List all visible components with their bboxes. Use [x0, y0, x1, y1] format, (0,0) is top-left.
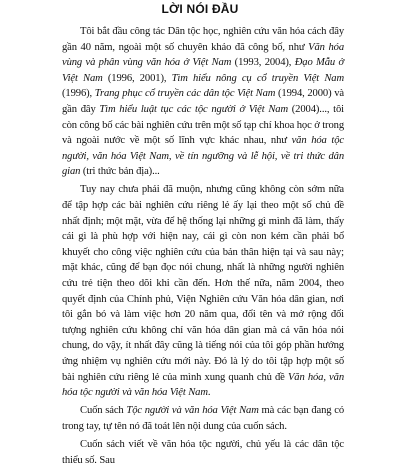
- italic-title-run: Tìm hiểu nông cụ cổ truyền Việt Nam: [171, 72, 345, 84]
- page-title: LỜI NÓI ĐẦU: [161, 2, 239, 16]
- paragraph-3: [62, 403, 344, 434]
- text-run: Tuy nay chưa phải đã muộn, nhưng cũng không còn sớm nữa để tập hợp các bài nghiên cứu riêng lẻ ấy lại theo một số chủ đề nhất định; một mặt, vừa để hệ thống lại những gì mình đã làm, thấy cái gì là phù hợp với hiện nay, cái gì còn non kém cần phải bổ khuyết cho công việc nghiên cứu của bản thân hiện tại và sau này; mặt khác, cũng để bạn đọc nói chung, nhất là những người nghiên cứu trẻ tiện theo dõi khi cần đến. Hơn thế nữa, năm 2004, theo quyết định của Chính phủ, Viện Nghiên cứu Văn hóa dân gian, nơi tôi gắn bó và làm việc hơn 20 năm qua, đổi tên và mở rộng đối tượng nghiên cứu không chỉ văn hóa dân gian mà cả văn hóa nói chung, do vậy, ít nhất đây cũng là tiếng nói của tôi góp phần hướng ứng nhiệm vụ nghiên cứu mới này. Đó là lý do tôi tập hợp một số bài nghiên cứu riêng lẻ của mình xung quanh chủ đề: [62, 184, 344, 383]
- text-run: mà các bạn đang có trong tay, tự tên nó đã toát lên nội dung của cuốn sách.: [62, 405, 344, 432]
- text-run: (1993, 2004),: [231, 57, 295, 69]
- italic-title-run: Tìm hiểu luật tục các tộc người ở Việt Nam: [99, 103, 288, 115]
- italic-title-run: Văn hóa, văn hóa tộc người và văn hóa Việt Nam: [62, 371, 344, 399]
- paragraph-2: [62, 182, 344, 400]
- paragraph-1: [62, 24, 344, 180]
- italic-title-run: Văn hóa vùng và phân vùng văn hóa ở Việt Nam: [62, 41, 344, 69]
- text-run: (1994, 2000) và gần đây: [62, 88, 344, 115]
- text-run: .: [207, 387, 211, 399]
- italic-title-run: Đạo Mẫu ở Việt Nam: [62, 57, 344, 84]
- text-run: (2004)..., tôi còn công bố các bài nghiên cứu trên một số tạp chí khoa học ở trong và ngoài nước về một số lĩnh vực khác nhau, như: [62, 103, 344, 147]
- text-run: (1996, 2001),: [102, 72, 172, 84]
- paragraph-4: [62, 437, 344, 468]
- italic-title-run: Trang phục cổ truyền các dân tộc Việt Nam: [94, 88, 276, 100]
- text-run: (1996),: [62, 88, 95, 100]
- text-run: (tri thức bản địa)...: [80, 166, 160, 178]
- text-run: Cuốn sách: [80, 405, 127, 417]
- body-text: [62, 24, 344, 471]
- italic-title-run: văn hóa tộc người, văn hóa Việt Nam, về tín ngưỡng và lễ hội, về tri thức dân gian: [62, 135, 344, 178]
- italic-title-run: Tộc người và văn hóa Việt Nam: [126, 405, 259, 417]
- text-run: Cuốn sách viết về văn hóa tộc người, chủ yếu là các dân tộc thiểu số. Sau: [62, 438, 344, 466]
- text-run: Tôi bắt đầu công tác Dân tộc học, nghiên cứu văn hóa cách đây gần 40 năm, ngoài một số chuyên khảo đã công bố, như: [62, 26, 344, 53]
